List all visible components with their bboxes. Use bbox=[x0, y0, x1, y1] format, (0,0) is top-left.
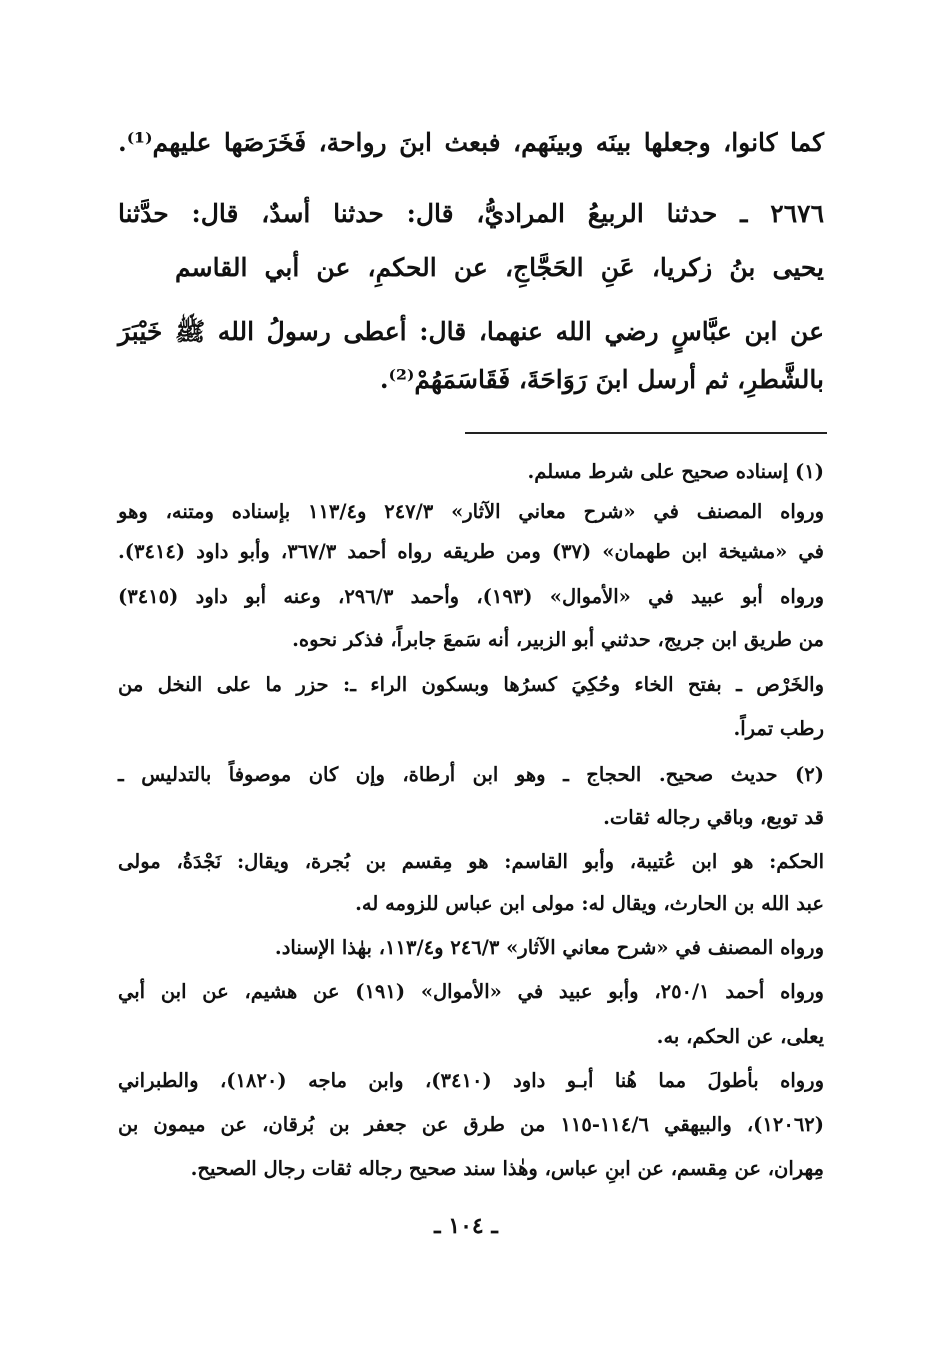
footnote-1-line-5: من طريق ابن جريج، حدثني أبو الزبير، أنه سَمعَ جابراً، فذكر نحوه. bbox=[292, 628, 824, 651]
footnote-1-line-4: ورواه أبو عبيد في «الأموال» (١٩٣)، وأحمد ٢٩٦/٣، وعنه أبو داود (٣٤١٥) bbox=[118, 585, 824, 608]
hadith-2676-line-3: عن ابن عبَّاسٍ رضي الله عنهما، قال: أعطى رسولُ الله ﷺ خَيْبَرَ bbox=[118, 317, 824, 346]
hadith-2676-line-4: بالشَّطرِ، ثم أرسل ابنَ رَوَاحَةَ، فَقَاسَمَهُمْ⁽²⁾. bbox=[379, 365, 824, 394]
footnote-separator bbox=[465, 432, 827, 434]
footnote-1-line-3: في «مشيخة ابن طهمان» (٣٧) ومن طريقه رواه أحمد ٣٦٧/٣، وأبو داود (٣٤١٤). bbox=[118, 540, 824, 563]
footnote-1-line-1: (١) إسناده صحيح على شرط مسلم. bbox=[527, 460, 824, 483]
footnote-2-line-10: مِهران، عن مِقسم، عن ابنِ عباس، وهٰذا سند صحيح رجاله ثقات رجال الصحيح. bbox=[190, 1157, 824, 1180]
footnote-2-line-4: عبد الله بن الحارث، ويقال له: مولى ابن عباس للزومه له. bbox=[355, 892, 824, 915]
footnote-2-line-6: ورواه أحمد ٢٥٠/١، وأبو عبيد في «الأموال» (١٩١) عن هشيم، عن ابن أبي bbox=[118, 980, 824, 1003]
footnote-2-line-7: يعلى، عن الحكم، به. bbox=[656, 1025, 824, 1048]
footnote-1-line-6: والخَرْص ـ بفتح الخاء وحُكِيَ كسرُها وبسكون الراء ـ: حزر ما على النخل من bbox=[118, 673, 824, 696]
footnote-2-line-5: ورواه المصنف في «شرح معاني الآثار» ٢٤٦/٣ و١١٣/٤، بهٰذا الإسناد. bbox=[274, 936, 824, 959]
footnote-2-line-8: ورواه بأطولَ مما هُنا أبـو داود (٣٤١٠)، وابن ماجه (١٨٢٠)، والطبراني bbox=[118, 1069, 825, 1092]
footnote-2-line-2: قد توبع، وباقي رجاله ثقات. bbox=[603, 806, 824, 829]
footnote-1-line-2: ورواه المصنف في «شرح معاني الآثار» ٢٤٧/٣ و١١٣/٤ بإسناده ومتنه، وهو bbox=[118, 500, 824, 523]
main-line-1: كما كانوا، وجعلها بينَه وبينَهم، فبعث ابنَ رواحة، فَخَرَصَها عليهم⁽¹⁾. bbox=[118, 128, 824, 157]
page-number: ـ ١٠٤ ـ bbox=[434, 1213, 498, 1239]
footnote-1-line-7: رطب تمراً. bbox=[733, 717, 824, 740]
footnote-2-line-3: الحكم: هو ابن عُتيبة، وأبو القاسم: هو مِقسم بن بُجرة، ويقال: نَجْدَةُ، مولى bbox=[118, 850, 824, 873]
hadith-2676-line-2: يحيى بنُ زكريا، عَنِ الحَجَّاجِ، عن الحكمِ، عن أبي القاسم bbox=[175, 253, 824, 282]
hadith-2676-line-1: ٢٦٧٦ ـ حدثنا الربيعُ المراديُّ، قال: حدثنا أسدٌ، قال: حدَّثنا bbox=[118, 199, 824, 228]
footnote-2-line-9: (١٢٠٦٢)، والبيهقي ١١٤/٦-١١٥ من طرق عن جعفر بن بُرقان، عن ميمون بن bbox=[118, 1113, 825, 1136]
footnote-2-line-1: (٢) حديث صحيح. الحجاج ـ وهو ابن أرطاة، وإن كان موصوفاً بالتدليس ـ bbox=[118, 763, 824, 786]
